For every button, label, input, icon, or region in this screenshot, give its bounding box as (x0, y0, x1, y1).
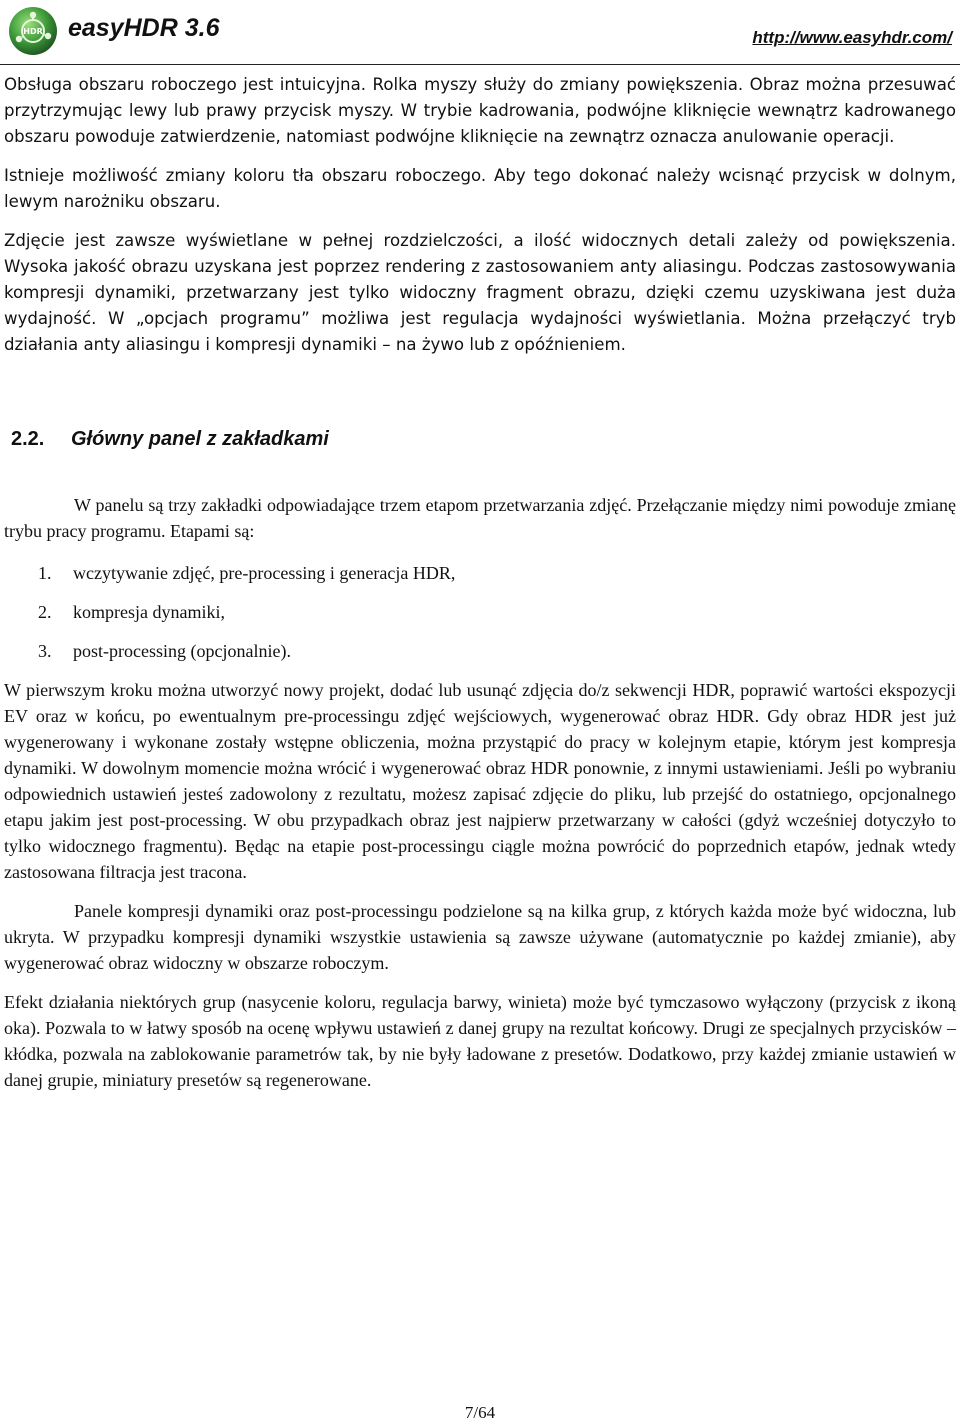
paragraph-workspace-usage: Obsługa obszaru roboczego jest intuicyjna. Rolka myszy służy do zmiany powiększenia. Obraz można przesuwać przytrzymując lewy lub prawy przycisk myszy. W trybie kadrowania, podwójne kliknięcie wewnątrz kadrowanego obszaru powoduje zatwierdzenie, natomiast podwójne kliknięcie na zewnątrz oznacza anulowanie operacji. (4, 75, 956, 146)
paragraph-group-effects: Efekt działania niektórych grup (nasycenie koloru, regulacja barwy, winieta) może być tymczasowo wyłączony (przycisk z ikoną oka). Pozwala to w łatwy sposób na ocenę wpływu ustawień z danej grupy na rezultat końcowy. Drugi ze specjalnych przycisków – kłódka, pozwala na zablokowanie parametrów tak, by nie były ładowane z presetów. Dodatkowo, przy każdej zmianie ustawień w danej grupie, miniatury presetów są regenerowane. (4, 992, 956, 1090)
paragraph-background-color: Istnieje możliwość zmiany koloru tła obszaru roboczego. Aby tego dokonać należy wcisnąć przycisk w dolnym, lewym narożniku obszaru. (4, 166, 956, 211)
paragraph-tabs-intro: W panelu są trzy zakładki odpowiadające trzem etapom przetwarzania zdjęć. Przełączanie między nimi powoduje zmianę trybu pracy programu. Etapami są: (4, 495, 956, 541)
section-number: 2.2. (11, 428, 45, 450)
page-header (0, 0, 960, 65)
list-item: 3. post-processing (opcjonalnie). (38, 641, 291, 661)
paragraph-panels: Panele kompresji dynamiki oraz post-processingu podzielone są na kilka grup, z których każda może być widoczna, lub ukryta. W przypadku kompresji dynamiki wszystkie ustawienia są zawsze używane (automatycznie po każdej zmianie), aby wygenerować obraz widoczny w obszarze roboczym. (4, 901, 956, 973)
stages-list (4, 554, 956, 671)
easyhdr-logo-icon (8, 6, 58, 56)
list-item: 1. wczytywanie zdjęć, pre-processing i generacja HDR, (38, 563, 456, 583)
brand-title: easyHDR 3.6 (68, 14, 220, 42)
list-item: 2. kompresja dynamiki, (38, 602, 225, 622)
logo-text: HDR (23, 27, 43, 36)
paragraph-first-step: W pierwszym kroku można utworzyć nowy projekt, dodać lub usunąć zdjęcia do/z sekwencji HDR, poprawić wartości ekspozycji EV oraz w końcu, po ewentualnym pre-processingu zdjęć wejściowych, wygenerować obraz HDR. Gdy obraz HDR jest już wygenerowany i wykonane zostały wstępne obliczenia, można przystąpić do pracy w kolejnym etapie, którym jest kompresja dynamiki. W dowolnym momencie można wrócić i wygenerować obraz HDR ponownie, z innymi ustawieniami. Jeśli po wybraniu odpowiednich ustawień jesteś zadowolony z rezultatu, możesz zapisać zdjęcie do pliku, lub przejść do ostatniego, opcjonalnego etapu jakim jest post-processing. W obu przypadkach obraz jest najpierw przetwarzany w całości (gdyż wcześniej dotyczyło to tylko widocznego fragmentu). Będąc na etapie post-processingu ciągle można powrócić do poprzednich etapów, jednak wtedy zastosowana filtracja jest tracona. (4, 680, 956, 882)
page-number: 7/64 (464, 1403, 496, 1422)
paragraph-display-quality: Zdjęcie jest zawsze wyświetlane w pełnej rozdzielczości, a ilość widocznych detali zależy od powiększenia. Wysoka jakość obrazu uzyskana jest poprzez rendering z zastosowaniem anty aliasingu. Podczas zastosowywania kompresji dynamiki, przetwarzany jest tylko widoczny fragment obrazu, dzięki czemu uzyskiwana jest duża wydajność. W „opcjach programu” możliwa jest regulacja wydajności wyświetlania. Można przełączyć tryb działania anty aliasingu i kompresji dynamiki – na żywo lub z opóźnieniem. (4, 231, 956, 354)
document-body (4, 72, 956, 1093)
website-link[interactable]: http://www.easyhdr.com/ (752, 28, 952, 47)
section-title: Główny panel z zakładkami (71, 428, 329, 450)
section-heading (11, 422, 956, 456)
